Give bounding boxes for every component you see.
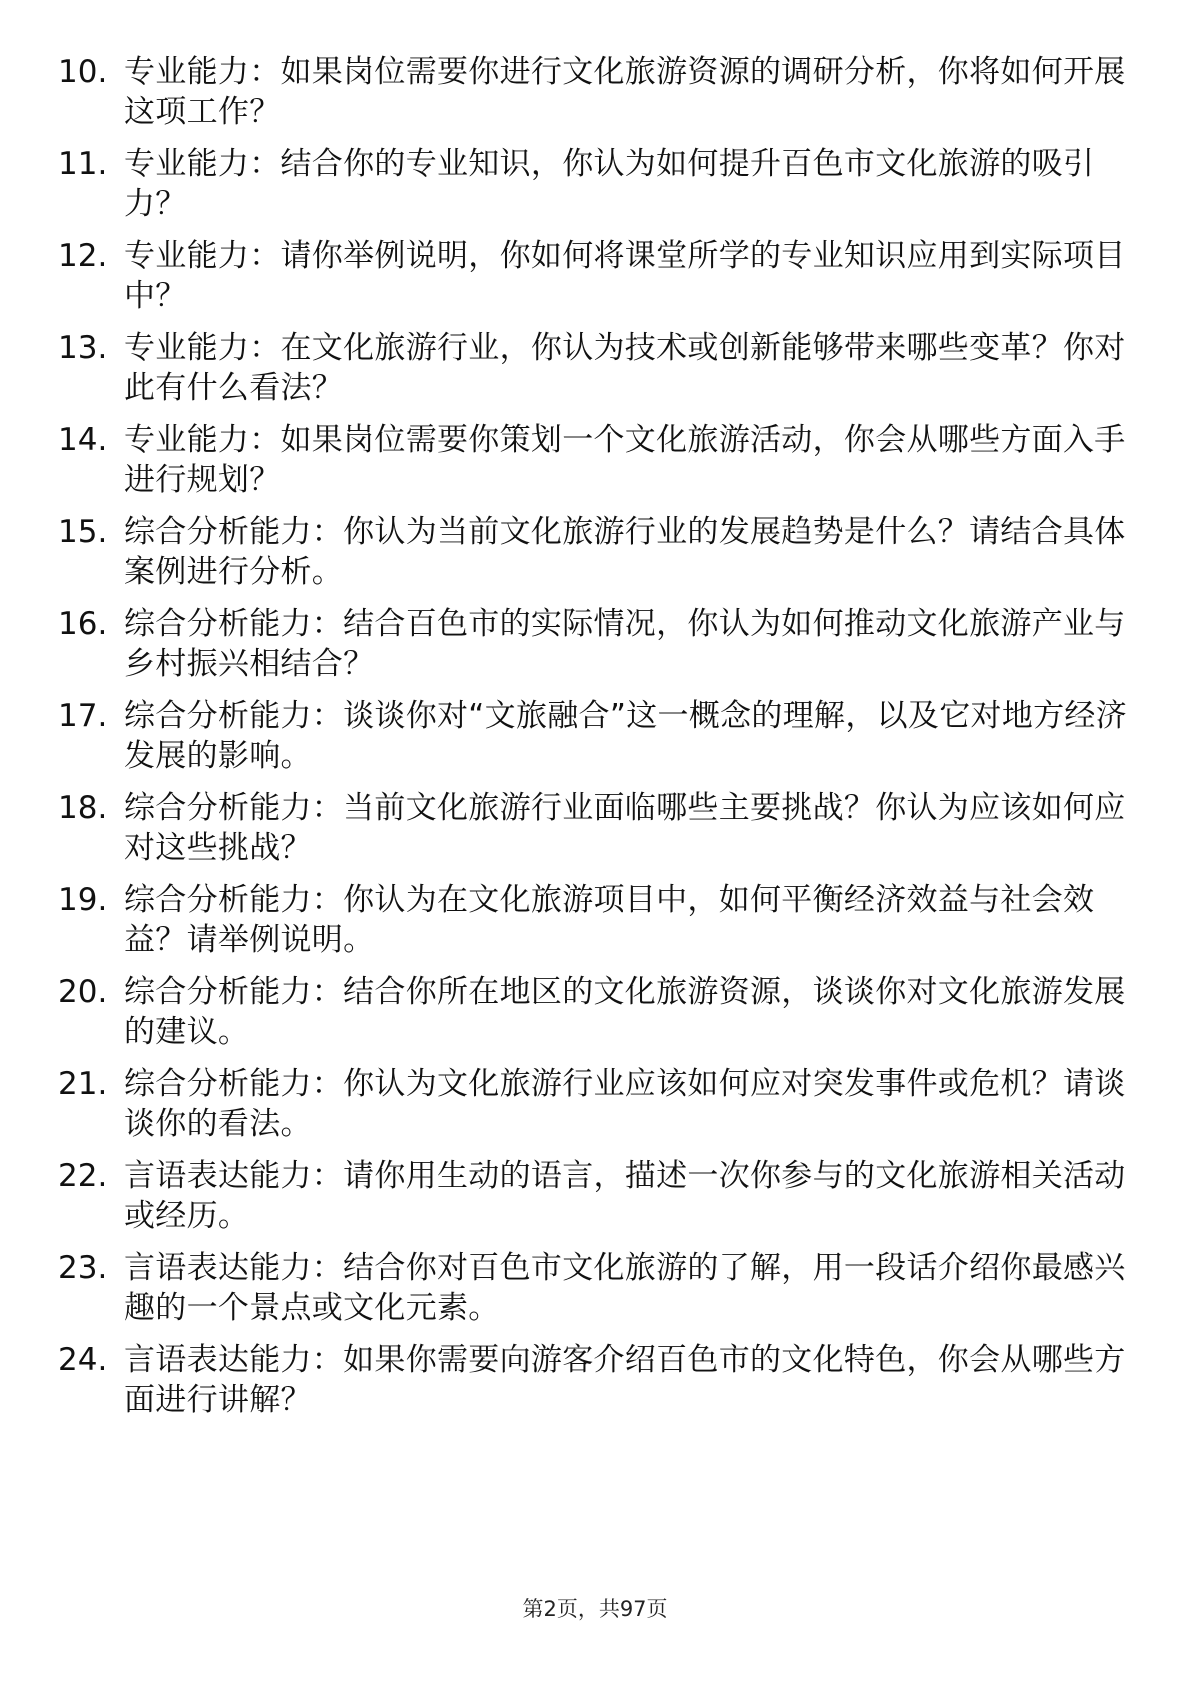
question-item: [58, 144, 1128, 236]
question-number: 23.: [58, 1250, 108, 1286]
question-item: [58, 1248, 1128, 1340]
question-text: 专业能力：如果岗位需要你策划一个文化旅游活动，你会从哪些方面入手进行规划？: [124, 422, 1126, 498]
question-item: [58, 972, 1128, 1064]
question-text: 专业能力：在文化旅游行业，你认为技术或创新能够带来哪些变革？你对此有什么看法？: [124, 330, 1126, 406]
question-number: 10.: [58, 54, 108, 90]
question-item: [58, 1156, 1128, 1248]
question-text: 综合分析能力：结合你所在地区的文化旅游资源，谈谈你对文化旅游发展的建议。: [124, 974, 1126, 1050]
question-number: 16.: [58, 606, 108, 642]
question-number: 12.: [58, 238, 108, 274]
question-number: 13.: [58, 330, 108, 366]
question-item: [58, 880, 1128, 972]
page-number-footer: 第2页，共97页: [522, 1597, 668, 1621]
question-number: 19.: [58, 882, 108, 918]
question-item: [58, 1340, 1128, 1432]
question-text: 专业能力：如果岗位需要你进行文化旅游资源的调研分析，你将如何开展这项工作？: [124, 54, 1126, 130]
question-number: 15.: [58, 514, 108, 550]
question-item: [58, 604, 1128, 696]
question-text: 综合分析能力：结合百色市的实际情况，你认为如何推动文化旅游产业与乡村振兴相结合？: [124, 606, 1126, 682]
question-list: [58, 52, 1128, 1432]
question-item: [58, 512, 1128, 604]
question-item: [58, 788, 1128, 880]
question-number: 18.: [58, 790, 108, 826]
question-item: [58, 420, 1128, 512]
question-text: 言语表达能力：请你用生动的语言，描述一次你参与的文化旅游相关活动或经历。: [124, 1158, 1126, 1234]
question-text: 言语表达能力：结合你对百色市文化旅游的了解，用一段话介绍你最感兴趣的一个景点或文化元素。: [124, 1250, 1126, 1326]
question-item: [58, 696, 1128, 788]
question-number: 11.: [58, 146, 108, 182]
question-number: 21.: [58, 1066, 108, 1102]
question-number: 22.: [58, 1158, 108, 1194]
question-text: 综合分析能力：谈谈你对“文旅融合”这一概念的理解，以及它对地方经济发展的影响。: [124, 698, 1128, 774]
question-text: 综合分析能力：你认为在文化旅游项目中，如何平衡经济效益与社会效益？请举例说明。: [124, 882, 1095, 958]
question-number: 17.: [58, 698, 108, 734]
question-item: [58, 1064, 1128, 1156]
question-item: [58, 236, 1128, 328]
question-number: 14.: [58, 422, 108, 458]
question-item: [58, 52, 1128, 144]
question-text: 专业能力：结合你的专业知识，你认为如何提升百色市文化旅游的吸引力？: [124, 146, 1095, 222]
question-text: 综合分析能力：当前文化旅游行业面临哪些主要挑战？你认为应该如何应对这些挑战？: [124, 790, 1126, 866]
question-number: 20.: [58, 974, 108, 1010]
question-text: 言语表达能力：如果你需要向游客介绍百色市的文化特色，你会从哪些方面进行讲解？: [124, 1342, 1126, 1418]
question-text: 综合分析能力：你认为当前文化旅游行业的发展趋势是什么？请结合具体案例进行分析。: [124, 514, 1126, 590]
question-text: 专业能力：请你举例说明，你如何将课堂所学的专业知识应用到实际项目中？: [124, 238, 1126, 314]
question-number: 24.: [58, 1342, 108, 1378]
question-item: [58, 328, 1128, 420]
question-text: 综合分析能力：你认为文化旅游行业应该如何应对突发事件或危机？请谈谈你的看法。: [124, 1066, 1126, 1142]
